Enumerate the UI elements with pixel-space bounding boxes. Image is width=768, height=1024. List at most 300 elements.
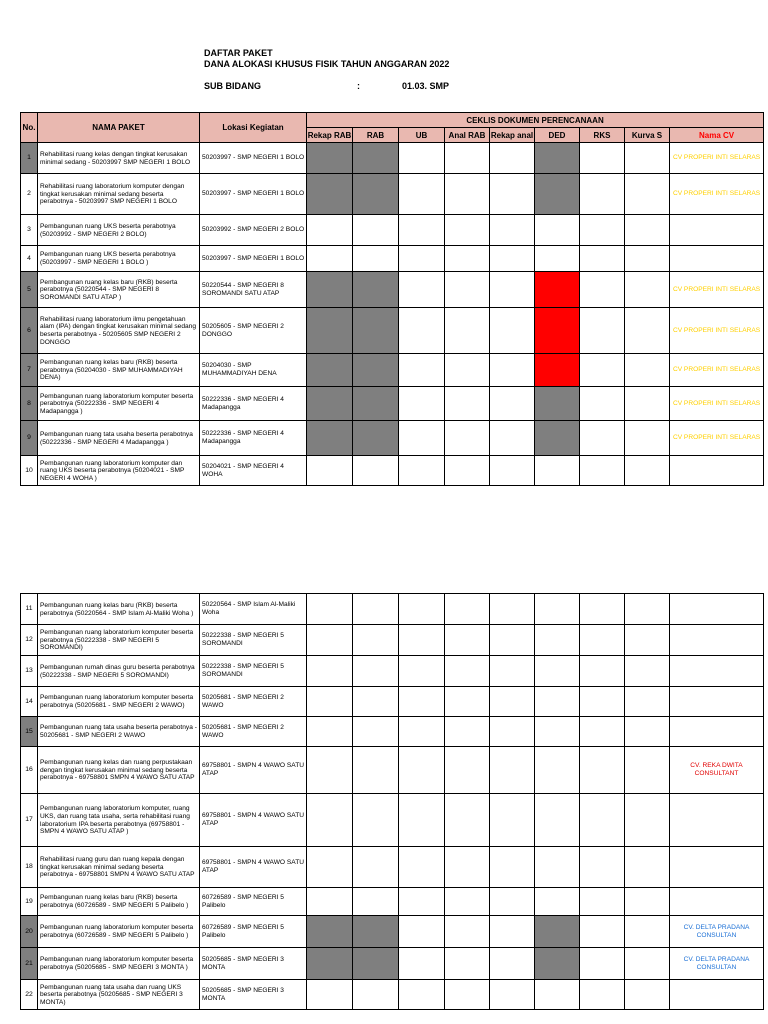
check-ded-cell	[535, 687, 580, 717]
check-rekap-rab-cell	[307, 687, 353, 717]
check-rekap-anal-cell	[490, 625, 535, 656]
nama-cv-cell	[670, 888, 764, 916]
row-number: 5	[21, 272, 38, 308]
nama-cv-cell	[670, 656, 764, 687]
check-rab-cell	[353, 717, 399, 747]
lokasi-cell: 50204021 - SMP NEGERI 4 WOHA	[200, 456, 307, 486]
check-ded-cell	[535, 594, 580, 625]
check-rekap-rab-cell	[307, 625, 353, 656]
nama-paket-cell: Pembangunan ruang tata usaha beserta perabotnya - 50205681 - SMP NEGERI 2 WAWO	[38, 717, 200, 747]
check-kurva-s-cell	[625, 456, 670, 486]
check-kurva-s-cell	[625, 794, 670, 847]
check-rks-cell	[580, 747, 625, 794]
check-kurva-s-cell	[625, 948, 670, 980]
check-ub-cell	[399, 747, 445, 794]
nama-cv-cell	[670, 456, 764, 486]
lokasi-cell: 50220544 - SMP NEGERI 8 SOROMANDI SATU ATAP	[200, 272, 307, 308]
check-kurva-s-cell	[625, 625, 670, 656]
check-ded-cell	[535, 272, 580, 308]
check-rab-cell	[353, 456, 399, 486]
table-row	[21, 794, 764, 847]
check-rab-cell	[353, 847, 399, 888]
check-ded-cell	[535, 456, 580, 486]
check-rekap-anal-cell	[490, 421, 535, 456]
check-rekap-rab-cell	[307, 308, 353, 354]
check-ded-cell	[535, 215, 580, 246]
check-rekap-anal-cell	[490, 594, 535, 625]
check-ub-cell	[399, 456, 445, 486]
check-ded-cell	[535, 747, 580, 794]
check-ded-cell	[535, 143, 580, 174]
check-rab-cell	[353, 421, 399, 456]
lokasi-cell: 50205685 - SMP NEGERI 3 MONTA	[200, 948, 307, 980]
check-rab-cell	[353, 272, 399, 308]
check-kurva-s-cell	[625, 847, 670, 888]
nama-cv-cell: CV. DELTA PRADANA CONSULTAN	[670, 948, 764, 980]
row-number: 19	[21, 888, 38, 916]
check-ub-cell	[399, 143, 445, 174]
check-rab-cell	[353, 174, 399, 215]
table-row	[21, 625, 764, 656]
lokasi-cell: 50222336 - SMP NEGERI 4 Madapangga	[200, 387, 307, 421]
check-rab-cell	[353, 747, 399, 794]
check-rekap-rab-cell	[307, 246, 353, 272]
check-rab-cell	[353, 794, 399, 847]
nama-paket-cell: Rehabilitasi ruang laboratorium komputer dengan tingkat kerusakan minimal sedang beserta perabotnya - 50203997 SMP NEGERI 1 BOLO	[38, 174, 200, 215]
lokasi-cell: 60726589 - SMP NEGERI 5 Palibelo	[200, 888, 307, 916]
nama-paket-cell: Pembangunan ruang tata usaha dan ruang UKS beserta perabotnya (50205685 - SMP NEGERI 3 MONTA)	[38, 980, 200, 1010]
check-ub-cell	[399, 625, 445, 656]
lokasi-cell: 50203992 - SMP NEGERI 2 BOLO	[200, 215, 307, 246]
check-ub-cell	[399, 717, 445, 747]
row-number: 3	[21, 215, 38, 246]
check-rks-cell	[580, 847, 625, 888]
check-rekap-anal-cell	[490, 980, 535, 1010]
lokasi-cell: 50222338 - SMP NEGERI 5 SOROMANDI	[200, 625, 307, 656]
check-rab-cell	[353, 656, 399, 687]
nama-paket-cell: Rehabilitasi ruang laboratorium ilmu pengetahuan alam (IPA) dengan tingkat kerusakan minimal sedang beserta perabotnya - 50205605 SMP NEGERI 2 DONGGO	[38, 308, 200, 354]
check-anal-rab-cell	[445, 594, 490, 625]
table-row	[21, 143, 764, 174]
check-anal-rab-cell	[445, 215, 490, 246]
check-ub-cell	[399, 916, 445, 948]
nama-paket-cell: Pembangunan rumah dinas guru beserta perabotnya (50222338 - SMP NEGERI 5 SOROMANDI)	[38, 656, 200, 687]
check-rekap-rab-cell	[307, 948, 353, 980]
check-rekap-rab-cell	[307, 215, 353, 246]
check-rab-cell	[353, 888, 399, 916]
check-rekap-anal-cell	[490, 888, 535, 916]
check-ub-cell	[399, 387, 445, 421]
nama-cv-cell	[670, 847, 764, 888]
col-ded: DED	[535, 128, 580, 143]
check-kurva-s-cell	[625, 687, 670, 717]
nama-cv-cell	[670, 625, 764, 656]
check-ub-cell	[399, 308, 445, 354]
row-number: 20	[21, 916, 38, 948]
row-number: 12	[21, 625, 38, 656]
check-rks-cell	[580, 656, 625, 687]
table-row	[21, 916, 764, 948]
check-ub-cell	[399, 246, 445, 272]
nama-paket-cell: Pembangunan ruang UKS beserta perabotnya (50203997 - SMP NEGERI 1 BOLO )	[38, 246, 200, 272]
check-anal-rab-cell	[445, 174, 490, 215]
check-kurva-s-cell	[625, 387, 670, 421]
nama-paket-cell: Pembangunan ruang laboratorium komputer beserta perabotnya (50222338 - SMP NEGERI 5 SOROMANDI)	[38, 625, 200, 656]
package-table-1	[20, 112, 764, 486]
check-ded-cell	[535, 948, 580, 980]
nama-paket-cell: Pembangunan ruang laboratorium komputer beserta perabotnya (50205681 - SMP NEGERI 2 WAWO)	[38, 687, 200, 717]
nama-paket-cell: Pembangunan ruang laboratorium komputer beserta perabotnya (50205685 - SMP NEGERI 3 MONTA )	[38, 948, 200, 980]
col-rekap-anal: Rekap anal	[490, 128, 535, 143]
check-anal-rab-cell	[445, 980, 490, 1010]
package-table-2	[20, 593, 764, 1010]
check-kurva-s-cell	[625, 916, 670, 948]
check-rekap-rab-cell	[307, 794, 353, 847]
check-anal-rab-cell	[445, 888, 490, 916]
check-rks-cell	[580, 143, 625, 174]
nama-paket-cell: Pembangunan ruang kelas dan ruang perpustakaan dengan tingkat kerusakan minimal sedang beserta perabotnya - 69758801 SMPN 4 WAWO SATU ATAP	[38, 747, 200, 794]
sub-bidang-colon: :	[357, 81, 360, 91]
row-number: 8	[21, 387, 38, 421]
check-rekap-anal-cell	[490, 174, 535, 215]
check-ded-cell	[535, 354, 580, 387]
check-rekap-rab-cell	[307, 354, 353, 387]
check-rab-cell	[353, 354, 399, 387]
check-rekap-anal-cell	[490, 948, 535, 980]
check-rab-cell	[353, 143, 399, 174]
doc-title: DAFTAR PAKET	[204, 48, 273, 58]
check-rks-cell	[580, 456, 625, 486]
check-rks-cell	[580, 717, 625, 747]
col-group-ceklis: CEKLIS DOKUMEN PERENCANAAN	[307, 113, 764, 128]
check-anal-rab-cell	[445, 717, 490, 747]
table-row	[21, 246, 764, 272]
col-ub: UB	[399, 128, 445, 143]
check-kurva-s-cell	[625, 215, 670, 246]
check-anal-rab-cell	[445, 794, 490, 847]
col-rab: RAB	[353, 128, 399, 143]
check-rekap-anal-cell	[490, 387, 535, 421]
nama-paket-cell: Pembangunan ruang laboratorium komputer, ruang UKS, dan ruang tata usaha, serta rehabilitasi ruang laboratorium IPA beserta perabotnya (69758801 - SMPN 4 WAWO SATU ATAP )	[38, 794, 200, 847]
check-kurva-s-cell	[625, 717, 670, 747]
lokasi-cell: 50205681 - SMP NEGERI 2 WAWO	[200, 717, 307, 747]
row-number: 6	[21, 308, 38, 354]
check-rks-cell	[580, 625, 625, 656]
check-ded-cell	[535, 656, 580, 687]
check-rekap-anal-cell	[490, 717, 535, 747]
check-ub-cell	[399, 948, 445, 980]
doc-subtitle: DANA ALOKASI KHUSUS FISIK TAHUN ANGGARAN 2022	[204, 59, 450, 69]
check-rekap-anal-cell	[490, 687, 535, 717]
row-number: 13	[21, 656, 38, 687]
col-nama-cv: Nama CV	[670, 128, 764, 143]
nama-paket-cell: Pembangunan ruang laboratorium komputer beserta perabotnya (60726589 - SMP NEGERI 5 Palibelo )	[38, 916, 200, 948]
col-rekap-rab: Rekap RAB	[307, 128, 353, 143]
check-rekap-rab-cell	[307, 656, 353, 687]
check-rks-cell	[580, 687, 625, 717]
table-row	[21, 387, 764, 421]
nama-cv-cell: CV PROPERI INTI SELARAS	[670, 387, 764, 421]
check-rks-cell	[580, 794, 625, 847]
nama-paket-cell: Pembangunan ruang kelas baru (RKB) beserta perabotnya (50204030 - SMP MUHAMMADIYAH DENA)	[38, 354, 200, 387]
check-rekap-rab-cell	[307, 387, 353, 421]
lokasi-cell: 69758801 - SMPN 4 WAWO SATU ATAP	[200, 747, 307, 794]
check-kurva-s-cell	[625, 354, 670, 387]
check-ub-cell	[399, 215, 445, 246]
check-kurva-s-cell	[625, 143, 670, 174]
check-ub-cell	[399, 272, 445, 308]
nama-cv-cell: CV. DELTA PRADANA CONSULTAN	[670, 916, 764, 948]
nama-paket-cell: Pembangunan ruang tata usaha beserta perabotnya (50222336 - SMP NEGERI 4 Madapangga )	[38, 421, 200, 456]
check-anal-rab-cell	[445, 847, 490, 888]
check-rekap-rab-cell	[307, 143, 353, 174]
check-rekap-anal-cell	[490, 215, 535, 246]
row-number: 11	[21, 594, 38, 625]
check-kurva-s-cell	[625, 272, 670, 308]
nama-cv-cell: CV PROPERI INTI SELARAS	[670, 354, 764, 387]
nama-paket-cell: Rehabilitasi ruang kelas dengan tingkat kerusakan minimal sedang - 50203997 SMP NEGERI 1 BOLO	[38, 143, 200, 174]
check-ded-cell	[535, 625, 580, 656]
row-number: 1	[21, 143, 38, 174]
check-rab-cell	[353, 916, 399, 948]
table-row	[21, 687, 764, 717]
col-rks: RKS	[580, 128, 625, 143]
check-ub-cell	[399, 888, 445, 916]
check-rekap-rab-cell	[307, 272, 353, 308]
col-nama-paket: NAMA PAKET	[38, 113, 200, 143]
check-anal-rab-cell	[445, 143, 490, 174]
lokasi-cell: 50220564 - SMP Islam Al-Maliki Woha	[200, 594, 307, 625]
check-ded-cell	[535, 308, 580, 354]
nama-cv-cell: CV PROPERI INTI SELARAS	[670, 421, 764, 456]
check-ded-cell	[535, 717, 580, 747]
check-kurva-s-cell	[625, 246, 670, 272]
check-kurva-s-cell	[625, 747, 670, 794]
check-anal-rab-cell	[445, 272, 490, 308]
nama-cv-cell: CV PROPERI INTI SELARAS	[670, 143, 764, 174]
col-kurva-s: Kurva S	[625, 128, 670, 143]
lokasi-cell: 50203997 - SMP NEGERI 1 BOLO	[200, 174, 307, 215]
nama-paket-cell: Pembangunan ruang kelas baru (RKB) beserta perabotnya (60726589 - SMP NEGERI 5 Palibelo )	[38, 888, 200, 916]
check-rab-cell	[353, 594, 399, 625]
row-number: 2	[21, 174, 38, 215]
lokasi-cell: 50222338 - SMP NEGERI 5 SOROMANDI	[200, 656, 307, 687]
row-number: 21	[21, 948, 38, 980]
col-no: No.	[21, 113, 38, 143]
row-number: 7	[21, 354, 38, 387]
check-ded-cell	[535, 916, 580, 948]
check-anal-rab-cell	[445, 625, 490, 656]
check-rekap-anal-cell	[490, 656, 535, 687]
check-rekap-anal-cell	[490, 354, 535, 387]
sub-bidang-value: 01.03. SMP	[402, 81, 450, 91]
table-row	[21, 272, 764, 308]
nama-cv-cell	[670, 717, 764, 747]
check-ub-cell	[399, 656, 445, 687]
lokasi-cell: 50205685 - SMP NEGERI 3 MONTA	[200, 980, 307, 1010]
check-rks-cell	[580, 174, 625, 215]
check-rab-cell	[353, 308, 399, 354]
check-rks-cell	[580, 948, 625, 980]
lokasi-cell: 50205681 - SMP NEGERI 2 WAWO	[200, 687, 307, 717]
check-anal-rab-cell	[445, 456, 490, 486]
check-ub-cell	[399, 794, 445, 847]
check-rks-cell	[580, 272, 625, 308]
check-rekap-rab-cell	[307, 916, 353, 948]
lokasi-cell: 50205605 - SMP NEGERI 2 DONGGO	[200, 308, 307, 354]
row-number: 17	[21, 794, 38, 847]
check-ub-cell	[399, 687, 445, 717]
check-kurva-s-cell	[625, 888, 670, 916]
nama-paket-cell: Pembangunan ruang kelas baru (RKB) beserta perabotnya (50220544 - SMP NEGERI 8 SOROMANDI SATU ATAP )	[38, 272, 200, 308]
lokasi-cell: 69758801 - SMPN 4 WAWO SATU ATAP	[200, 847, 307, 888]
check-ded-cell	[535, 387, 580, 421]
check-anal-rab-cell	[445, 308, 490, 354]
check-rab-cell	[353, 215, 399, 246]
check-anal-rab-cell	[445, 387, 490, 421]
check-rekap-anal-cell	[490, 143, 535, 174]
check-anal-rab-cell	[445, 354, 490, 387]
check-ub-cell	[399, 174, 445, 215]
table-row	[21, 948, 764, 980]
check-anal-rab-cell	[445, 246, 490, 272]
check-ub-cell	[399, 421, 445, 456]
row-number: 22	[21, 980, 38, 1010]
row-number: 15	[21, 717, 38, 747]
nama-cv-cell	[670, 594, 764, 625]
lokasi-cell: 69758801 - SMPN 4 WAWO SATU ATAP	[200, 794, 307, 847]
check-rekap-anal-cell	[490, 308, 535, 354]
table-row	[21, 308, 764, 354]
table-row	[21, 747, 764, 794]
lokasi-cell: 50203997 - SMP NEGERI 1 BOLO	[200, 246, 307, 272]
check-kurva-s-cell	[625, 421, 670, 456]
col-anal-rab: Anal RAB	[445, 128, 490, 143]
check-kurva-s-cell	[625, 980, 670, 1010]
row-number: 9	[21, 421, 38, 456]
table-row	[21, 421, 764, 456]
check-rekap-anal-cell	[490, 272, 535, 308]
check-rekap-rab-cell	[307, 747, 353, 794]
nama-cv-cell	[670, 687, 764, 717]
check-ded-cell	[535, 246, 580, 272]
sub-bidang-label: SUB BIDANG	[204, 81, 262, 91]
check-ub-cell	[399, 354, 445, 387]
check-kurva-s-cell	[625, 594, 670, 625]
check-ded-cell	[535, 174, 580, 215]
nama-paket-cell: Rehabilitasi ruang guru dan ruang kepala dengan tingkat kerusakan minimal sedang beserta perabotnya - 69758801 SMPN 4 WAWO SATU ATAP	[38, 847, 200, 888]
table-row	[21, 594, 764, 625]
check-anal-rab-cell	[445, 656, 490, 687]
check-rekap-rab-cell	[307, 594, 353, 625]
table-row	[21, 456, 764, 486]
check-anal-rab-cell	[445, 421, 490, 456]
check-anal-rab-cell	[445, 747, 490, 794]
table-row	[21, 980, 764, 1010]
lokasi-cell: 50204030 - SMP MUHAMMADIYAH DENA	[200, 354, 307, 387]
check-rks-cell	[580, 387, 625, 421]
nama-paket-cell: Pembangunan ruang UKS beserta perabotnya (50203992 - SMP NEGERI 2 BOLO)	[38, 215, 200, 246]
check-rekap-anal-cell	[490, 794, 535, 847]
col-lokasi: Lokasi Kegiatan	[200, 113, 307, 143]
nama-cv-cell	[670, 794, 764, 847]
check-ub-cell	[399, 594, 445, 625]
lokasi-cell: 60726589 - SMP NEGERI 5 Palibelo	[200, 916, 307, 948]
check-rks-cell	[580, 308, 625, 354]
check-ded-cell	[535, 980, 580, 1010]
check-kurva-s-cell	[625, 656, 670, 687]
nama-cv-cell: CV PROPERI INTI SELARAS	[670, 272, 764, 308]
check-kurva-s-cell	[625, 174, 670, 215]
row-number: 18	[21, 847, 38, 888]
check-rekap-rab-cell	[307, 847, 353, 888]
check-rekap-anal-cell	[490, 456, 535, 486]
nama-paket-cell: Pembangunan ruang laboratorium komputer beserta perabotnya (50222336 - SMP NEGERI 4 Madapangga )	[38, 387, 200, 421]
nama-paket-cell: Pembangunan ruang kelas baru (RKB) beserta perabotnya (50220564 - SMP Islam Al-Maliki Woha )	[38, 594, 200, 625]
check-rekap-anal-cell	[490, 747, 535, 794]
nama-paket-cell: Pembangunan ruang laboratorium komputer dan ruang UKS beserta perabotnya (50204021 - SMP NEGERI 4 WOHA )	[38, 456, 200, 486]
row-number: 10	[21, 456, 38, 486]
check-rab-cell	[353, 980, 399, 1010]
check-rekap-anal-cell	[490, 847, 535, 888]
nama-cv-cell: CV PROPERI INTI SELARAS	[670, 174, 764, 215]
check-rks-cell	[580, 888, 625, 916]
nama-cv-cell: CV PROPERI INTI SELARAS	[670, 308, 764, 354]
check-rekap-rab-cell	[307, 888, 353, 916]
row-number: 16	[21, 747, 38, 794]
table-row	[21, 354, 764, 387]
check-rab-cell	[353, 387, 399, 421]
nama-cv-cell: CV. REKA DWITA CONSULTANT	[670, 747, 764, 794]
check-anal-rab-cell	[445, 948, 490, 980]
check-rekap-rab-cell	[307, 174, 353, 215]
check-rekap-rab-cell	[307, 980, 353, 1010]
check-rab-cell	[353, 246, 399, 272]
table-row	[21, 215, 764, 246]
nama-cv-cell	[670, 980, 764, 1010]
check-ded-cell	[535, 794, 580, 847]
table-row	[21, 656, 764, 687]
check-rks-cell	[580, 354, 625, 387]
table-row	[21, 174, 764, 215]
check-rab-cell	[353, 687, 399, 717]
check-ub-cell	[399, 980, 445, 1010]
check-rks-cell	[580, 916, 625, 948]
lokasi-cell: 50203997 - SMP NEGERI 1 BOLO	[200, 143, 307, 174]
check-ub-cell	[399, 847, 445, 888]
check-rekap-rab-cell	[307, 421, 353, 456]
check-rks-cell	[580, 980, 625, 1010]
nama-cv-cell	[670, 215, 764, 246]
check-rks-cell	[580, 215, 625, 246]
row-number: 14	[21, 687, 38, 717]
check-ded-cell	[535, 421, 580, 456]
check-rekap-anal-cell	[490, 246, 535, 272]
check-ded-cell	[535, 888, 580, 916]
check-rab-cell	[353, 948, 399, 980]
nama-cv-cell	[670, 246, 764, 272]
check-kurva-s-cell	[625, 308, 670, 354]
check-rks-cell	[580, 594, 625, 625]
table-row	[21, 717, 764, 747]
check-rab-cell	[353, 625, 399, 656]
check-anal-rab-cell	[445, 916, 490, 948]
check-ded-cell	[535, 847, 580, 888]
table-row	[21, 888, 764, 916]
check-rks-cell	[580, 421, 625, 456]
lokasi-cell: 50222336 - SMP NEGERI 4 Madapangga	[200, 421, 307, 456]
table-row	[21, 847, 764, 888]
